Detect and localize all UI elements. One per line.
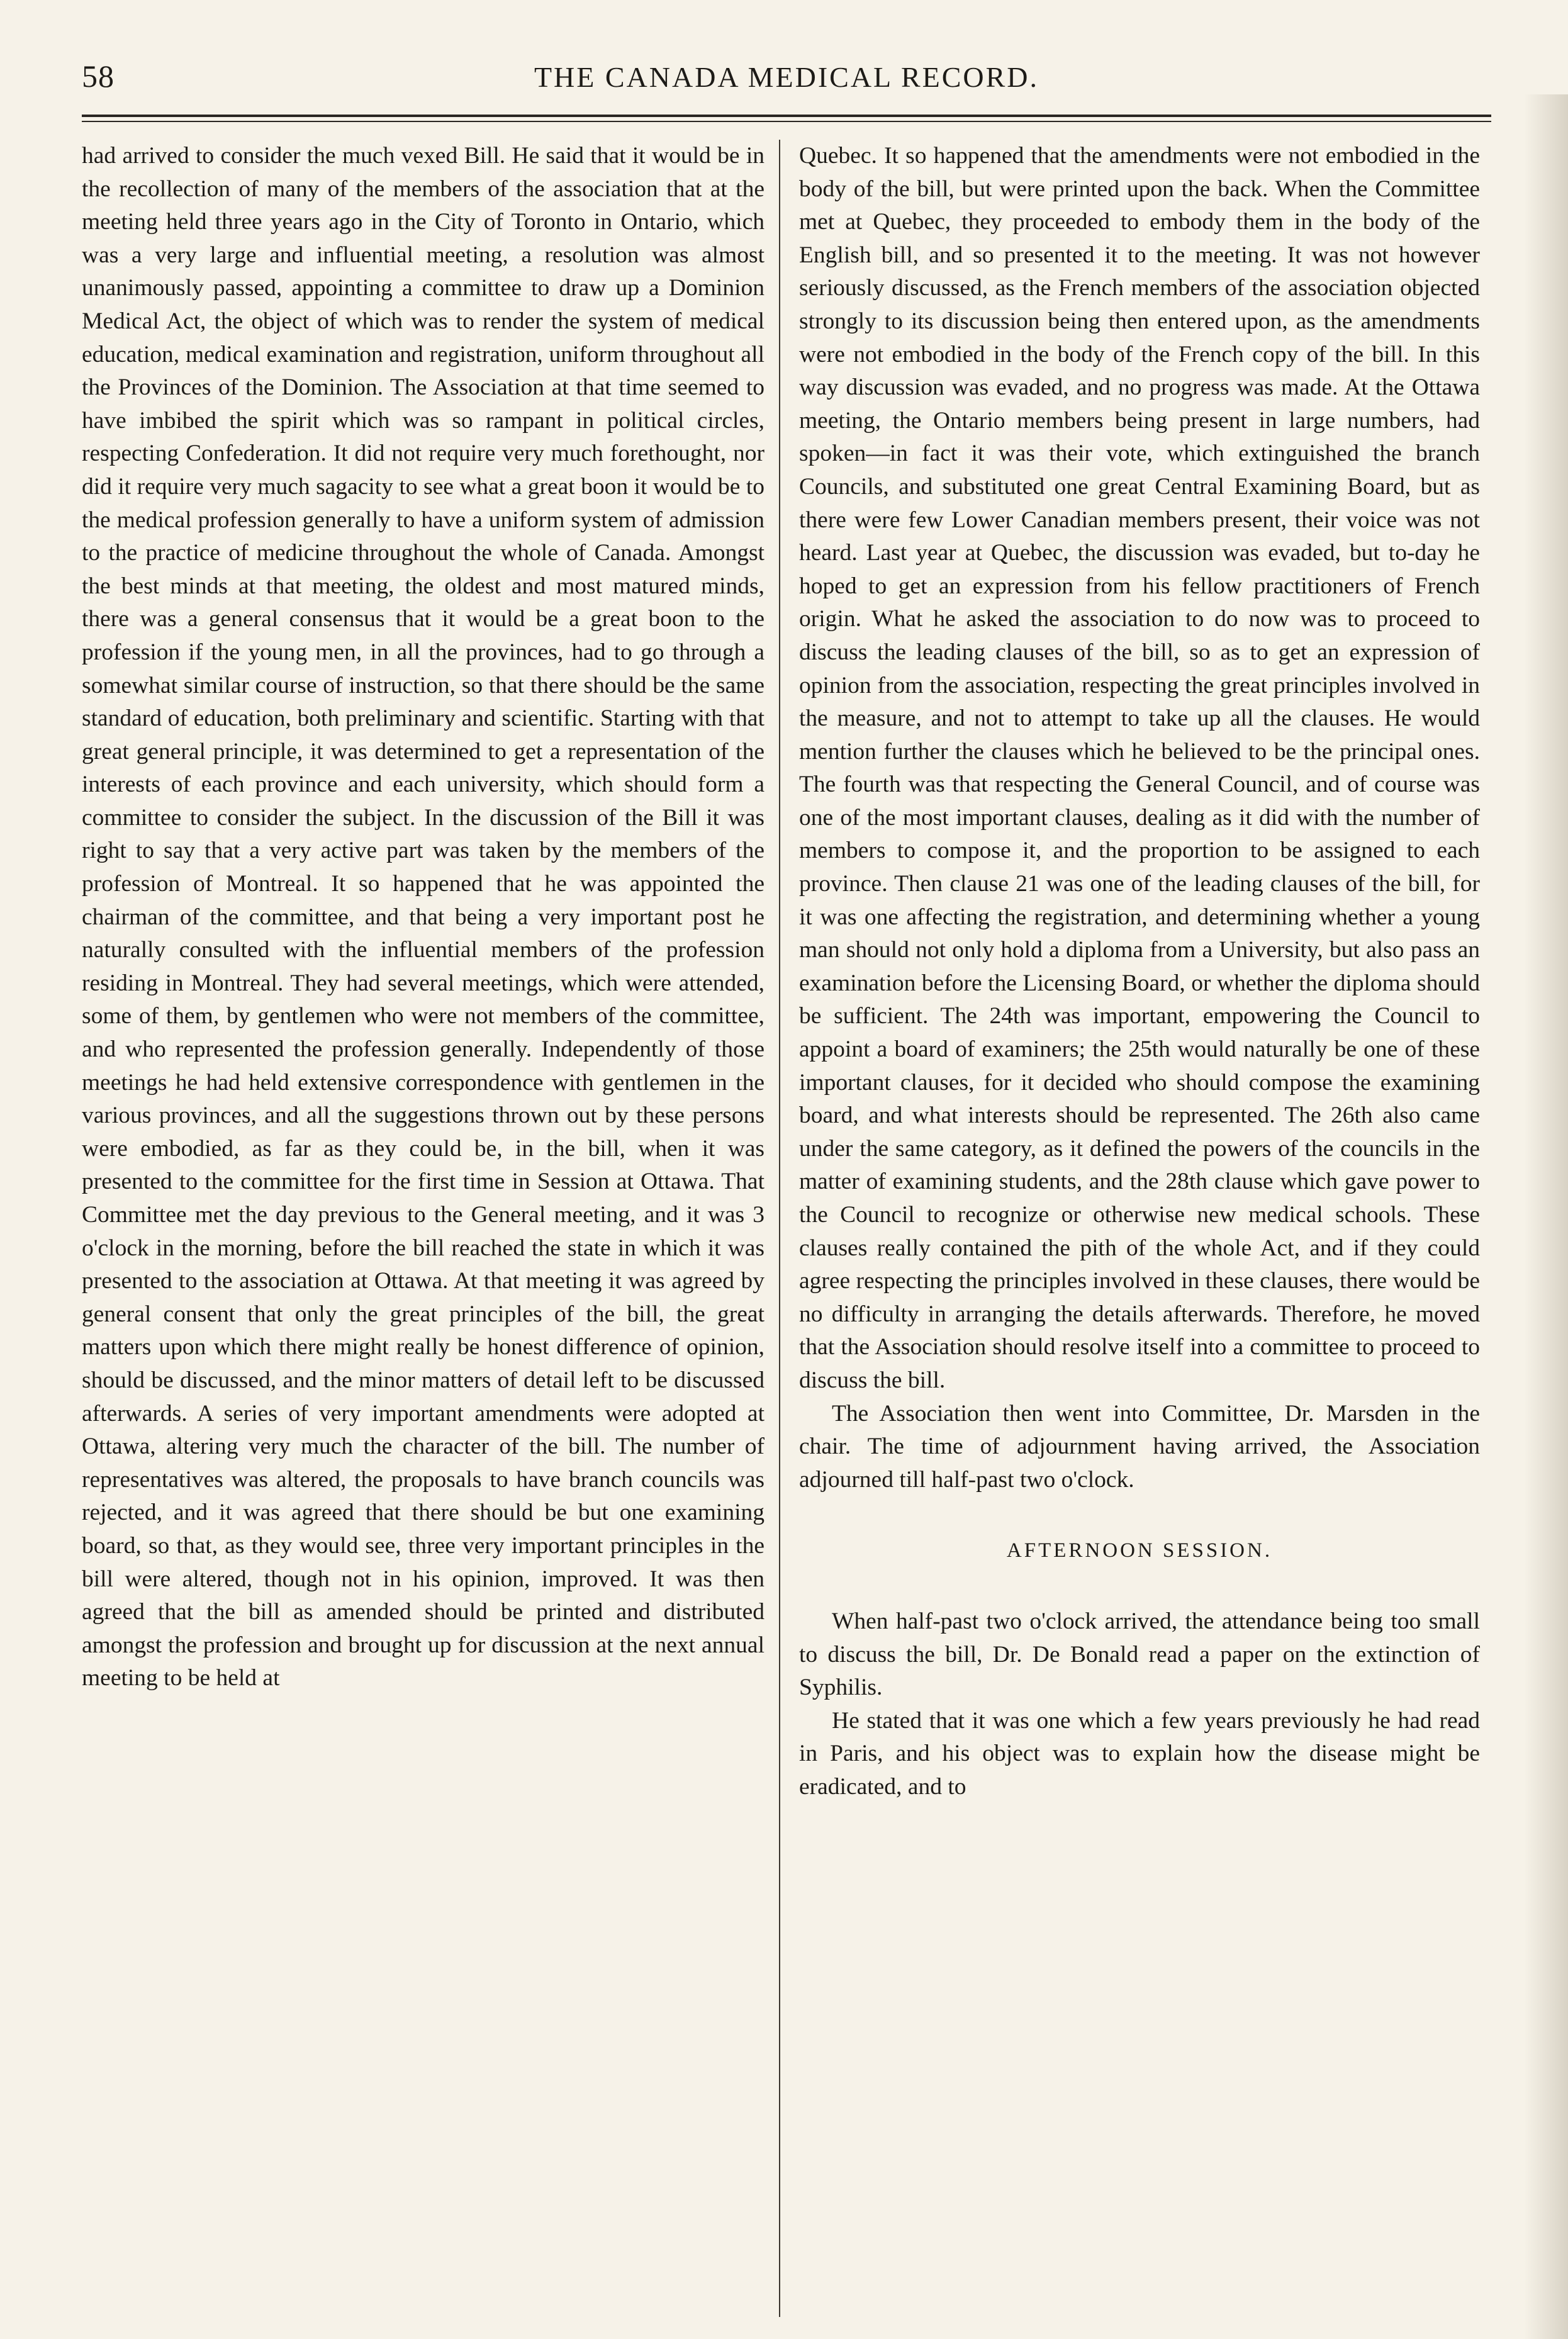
left-paragraph-1: had arrived to consider the much vexed Bill. He said that it would be in the recollection of many of the members of the association that at the meeting held three years ago in the City of Toronto in Ontario, which was a very large and influential meeting, a resolution was almost unanimously passed, appointing a committee to draw up a Dominion Medical Act, the object of which was to render the system of medical education, medical examination and registration, uniform throughout all the Provinces of the Dominion. The Association at that time seemed to have imbibed the spirit which was so rampant in political circles, respecting Confederation. It did not require very much forethought, nor did it require very much sagacity to see what a great boon it would be to the medical profession generally to have a uniform system of admission to the practice of medicine throughout the whole of Canada. Amongst the best minds at that meeting, the oldest and most matured minds, there was a general consensus that it would be a great boon to the profession if the young men, in all the provinces, had to go through a somewhat similar course of instruction, so that there should be the same standard of education, both preliminary and scientific. Starting with that great general principle, it was determined to get a representation of the interests of each province and each university, which should form a committee to consider the subject. In the discussion of the Bill it was right to say that a very active part was taken by the members of the profession of Montreal. It so happened that he was appointed the chairman of the committee, and that being a very important post he naturally consulted with the influential members of the profession residing in Montreal. They had several meetings, which were attended, some of them, by gentlemen who were not members of the committee, and who represented the profession generally. Independently of those meetings he had held extensive correspondence with gentlemen in the various provinces, and all the suggestions thrown out by these persons were embodied, as far as they could be, in the bill, when it was presented to the committee for the first time in Session at Ottawa. That Committee met the day previous to the General meeting, and it was 3 o'clock in the morning, before the bill reached the state in which it was presented to the association at Ottawa. At that meeting it was agreed by general consent that only the great principles of the bill, the great matters upon which there might really be honest difference of opinion, should be discussed, and the minor matters of detail left to be discussed afterwards. A series of very important amendments were adopted at Ottawa, altering very much the character of the bill. The number of representatives was altered, the proposals to have branch councils was rejected, and it was agreed that there should be but one examining board, so that, as they would see, three very important principles in the bill were altered, though not in his opinion, improved. It was then agreed that the bill as amended should be printed and distributed amongst the profession and brought up for discussion at the next annual meeting to be held at <box>82 143 764 1691</box>
running-title: THE CANADA MEDICAL RECORD. <box>534 61 1039 93</box>
right-column <box>799 140 1480 2323</box>
section-heading: AFTERNOON SESSION. <box>1006 1539 1273 1562</box>
left-column <box>82 140 764 2323</box>
column-divider <box>779 140 780 2317</box>
right-paragraph-3: When half-past two o'clock arrived, the attendance being too small to discuss the bill, Dr. De Bonald read a paper on the extinction of Syphilis. <box>799 1608 1480 1701</box>
page-header <box>82 58 1491 115</box>
right-paragraph-2: The Association then went into Committee, Dr. Marsden in the chair. The time of adjournment having arrived, the Association adjourned till half-past two o'clock. <box>799 1400 1480 1493</box>
page-edge-shadow <box>1524 94 1568 2339</box>
page-number: 58 <box>82 59 115 94</box>
right-paragraph-4: He stated that it was one which a few years previously he had read in Paris, and his object was to explain how the disease might be eradicated, and to <box>799 1707 1480 1800</box>
right-paragraph-1: Quebec. It so happened that the amendments were not embodied in the body of the bill, but were printed upon the back. When the Committee met at Quebec, they proceeded to embody them in the body of the English bill, and so presented it to the meeting. It was not however seriously discussed, as the French members of the association objected strongly to its discussion being then entered upon, as the amendments were not embodied in the body of the French copy of the bill. In this way discussion was evaded, and no progress was made. At the Ottawa meeting, the Ontario members being present in large numbers, had spoken—in fact it was their vote, which extinguished the branch Councils, and substituted one great Central Examining Board, but as there were few Lower Canadian members present, their voice was not heard. Last year at Quebec, the discussion was evaded, but to-day he hoped to get an expression from his fellow practitioners of French origin. What he asked the association to do now was to proceed to discuss the leading clauses of the bill, so as to get an expression of opinion from the association, respecting the great principles involved in the measure, and not to attempt to take up all the clauses. He would mention further the clauses which he believed to be the principal ones. The fourth was that respecting the General Council, and of course was one of the most important clauses, dealing as it did with the number of members to compose it, and the proportion to be assigned to each province. Then clause 21 was one of the leading clauses of the bill, for it was one affecting the registration, and determining whether a young man should not only hold a diploma from a University, but also pass an examination before the Licensing Board, or whether the diploma should be sufficient. The 24th was important, empowering the Council to appoint a board of examiners; the 25th would naturally be one of these important clauses, for it decided who should compose the examining board, and what interests should be represented. The 26th also came under the same category, as it defined the powers of the councils in the matter of examining students, and the 28th clause which gave power to the Council to recognize or otherwise new medical schools. These clauses really contained the pith of the whole Act, and if they could agree respecting the principles involved in these clauses, there would be no difficulty in arranging the details afterwards. Therefore, he moved that the Association should resolve itself into a committee to proceed to discuss the bill. <box>799 143 1480 1393</box>
header-rule-thin <box>82 121 1491 122</box>
header-rule-thick <box>82 115 1491 117</box>
